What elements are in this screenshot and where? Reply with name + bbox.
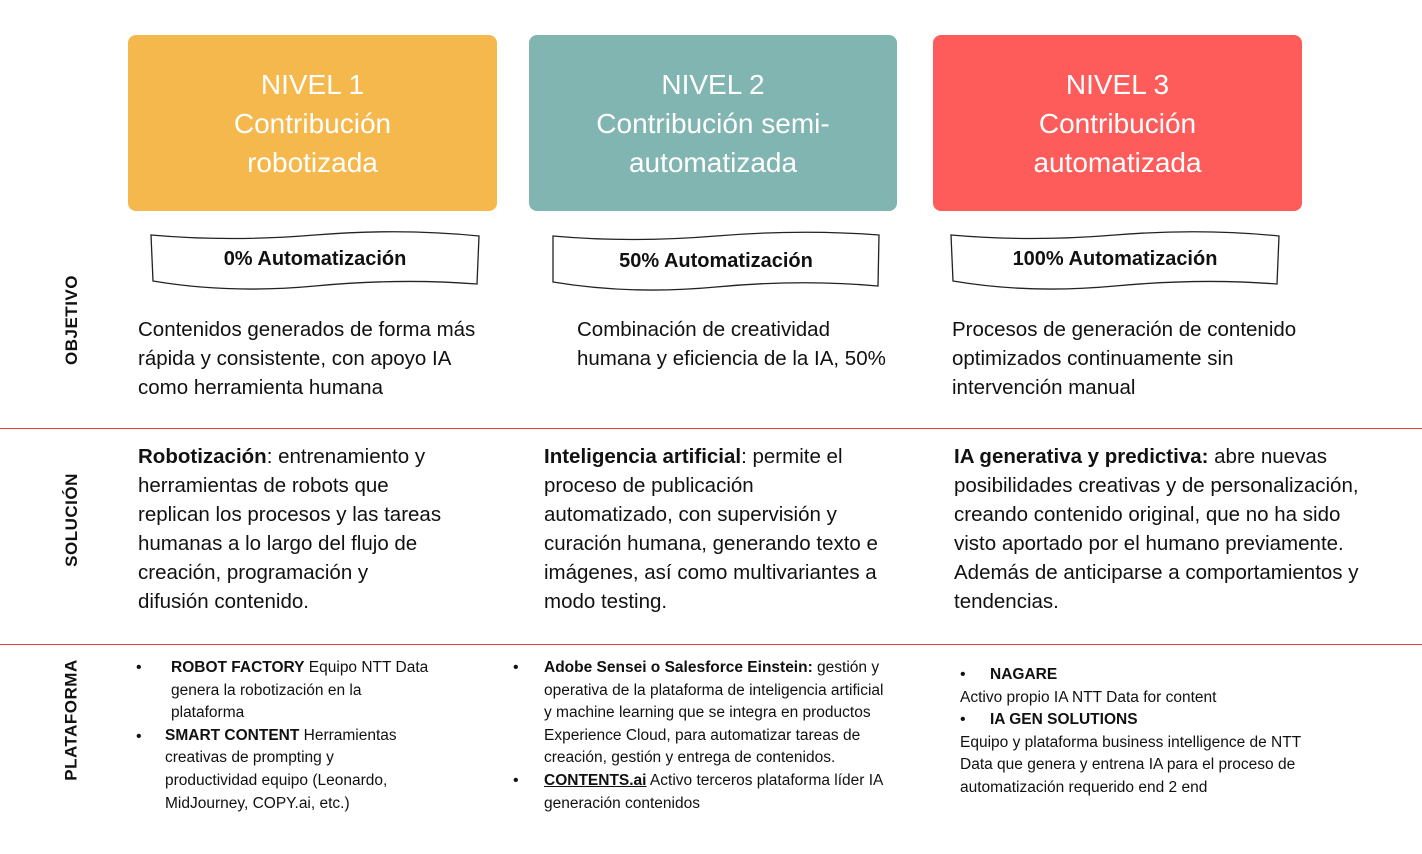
level-1-subtitle-line1: Contribución — [233, 107, 392, 139]
level-1-automation-banner — [150, 232, 480, 290]
objective-line: Combinación de creatividad — [577, 318, 830, 341]
level-3-solution — [954, 442, 1359, 616]
bullet-icon: • — [136, 728, 142, 745]
solution-line: : entrenamiento y — [266, 445, 426, 468]
row-label-solution-text: SOLUCIÓN — [62, 473, 82, 567]
row-label-platform-text: PLATAFORMA — [62, 659, 81, 781]
solution-line: tendencias. — [954, 590, 1059, 613]
level-3-objective — [952, 315, 1296, 402]
level-3-title: NIVEL 3 — [1065, 68, 1170, 100]
platform-item-line: creación, gestión y entrega de contenidos. — [544, 749, 836, 767]
level-2-platform — [513, 657, 913, 815]
level-3-subtitle-line2: automatizada — [1033, 146, 1202, 178]
row-label-platform — [50, 650, 94, 790]
platform-item-line: generación contenidos — [544, 794, 700, 812]
level-3-automation-label: 100% Automatización — [1012, 248, 1218, 270]
level-1-card — [128, 35, 497, 211]
platform-item-line: y machine learning que se integra en productos — [544, 704, 871, 722]
row-label-solution — [50, 450, 94, 590]
solution-line: replican los procesos y las tareas — [138, 503, 442, 526]
level-1-title: NIVEL 1 — [260, 68, 365, 100]
platform-item-title: SMART CONTENT — [165, 726, 300, 744]
solution-line: humanas a lo largo del flujo de — [138, 532, 418, 555]
platform-item-title: IA GEN SOLUTIONS — [990, 711, 1138, 729]
solution-line: herramientas de robots que — [138, 474, 389, 497]
solution-heading: Inteligencia artificial — [544, 445, 742, 468]
solution-line: Además de anticiparse a comportamientos y — [954, 561, 1359, 584]
solution-line: proceso de publicación — [544, 474, 754, 497]
platform-item-line: automatización requerido end 2 end — [960, 778, 1208, 796]
level-1-subtitle-line2: robotizada — [247, 146, 378, 178]
row-label-objective — [50, 250, 94, 390]
objective-line: optimizados continuamente sin — [952, 347, 1234, 370]
level-3-card — [933, 35, 1302, 211]
solution-heading: IA generativa y predictiva: — [954, 445, 1209, 468]
level-2-automation-label: 50% Automatización — [619, 250, 813, 272]
level-3-platform — [960, 664, 1360, 800]
bullet-icon: • — [513, 659, 519, 676]
solution-line: : permite el — [741, 445, 843, 468]
bullet-icon: • — [960, 711, 966, 728]
level-2-solution — [544, 442, 878, 616]
level-2-card — [529, 35, 897, 211]
level-2-subtitle-line1: Contribución semi- — [596, 107, 830, 139]
platform-item-title: NAGARE — [990, 666, 1058, 683]
objective-line: humana y eficiencia de la IA, 50% — [577, 347, 886, 370]
platform-item-line: productividad equipo (Leonardo, — [165, 771, 388, 789]
bullet-icon: • — [136, 659, 142, 676]
objective-line: intervención manual — [952, 376, 1136, 399]
platform-item-line: Equipo y plataforma business intelligence de NTT — [960, 733, 1302, 751]
objective-line: rápida y consistente, con apoyo IA — [138, 347, 452, 370]
platform-item-line: MidJourney, COPY.ai, etc.) — [165, 794, 350, 812]
platform-item-line: plataforma — [171, 704, 245, 722]
solution-line: modo testing. — [544, 590, 668, 613]
platform-item-line: genera la robotización en la — [171, 681, 362, 699]
solution-line: imágenes, así como multivariantes a — [544, 561, 877, 584]
platform-item-line: Activo propio IA NTT Data for content — [960, 688, 1217, 706]
solution-heading: Robotización — [138, 445, 267, 468]
platform-item-title: ROBOT FACTORY — [171, 659, 305, 676]
platform-item-text: Equipo NTT Data — [304, 659, 429, 676]
objective-line: Contenidos generados de forma más — [138, 318, 476, 341]
solution-line: curación humana, generando texto e — [544, 532, 878, 555]
level-2-objective — [577, 315, 886, 373]
divider-line — [0, 428, 1422, 429]
bullet-icon: • — [513, 772, 519, 789]
solution-line: visto aportado por el humano previamente. — [954, 532, 1344, 555]
contents-ai-link[interactable]: CONTENTS.ai — [544, 771, 647, 789]
level-2-subtitle-line2: automatizada — [628, 146, 798, 178]
platform-item-line: Experience Cloud, para automatizar tareas de — [544, 726, 861, 744]
solution-line: creación, programación y — [138, 561, 369, 584]
level-1-objective — [138, 315, 475, 402]
bullet-icon: • — [960, 666, 966, 683]
level-1-platform — [136, 657, 466, 815]
level-3-subtitle-line1: Contribución — [1038, 107, 1197, 139]
objective-line: como herramienta humana — [138, 376, 383, 399]
level-1-solution — [138, 442, 441, 616]
platform-item-text: gestión y — [812, 659, 880, 676]
level-1-automation-label: 0% Automatización — [223, 248, 407, 270]
divider-line — [0, 644, 1422, 645]
platform-item-title: Adobe Sensei o Salesforce Einstein: — [544, 659, 813, 676]
objective-line: Procesos de generación de contenido — [952, 318, 1297, 341]
platform-item-text: Activo terceros plataforma líder IA — [646, 771, 884, 789]
level-2-automation-banner — [551, 232, 881, 290]
solution-line: automatizado, con supervisión y — [544, 503, 837, 526]
solution-line: posibilidades creativas y de personalización, — [954, 474, 1359, 497]
solution-line: difusión contenido. — [138, 590, 309, 613]
platform-item-line: operativa de la plataforma de inteligencia artificial — [544, 681, 884, 699]
platform-item-line: creativas de prompting y — [165, 749, 334, 767]
level-3-automation-banner — [950, 232, 1280, 290]
solution-line: creando contenido original, que no ha sido — [954, 503, 1341, 526]
platform-item-text: Herramientas — [299, 726, 397, 744]
row-label-objective-text: OBJETIVO — [62, 275, 81, 365]
solution-line: abre nuevas — [1208, 445, 1327, 468]
platform-item-line: Data que genera y entrena IA para el proceso de — [960, 756, 1296, 774]
level-2-title: NIVEL 2 — [661, 68, 765, 100]
